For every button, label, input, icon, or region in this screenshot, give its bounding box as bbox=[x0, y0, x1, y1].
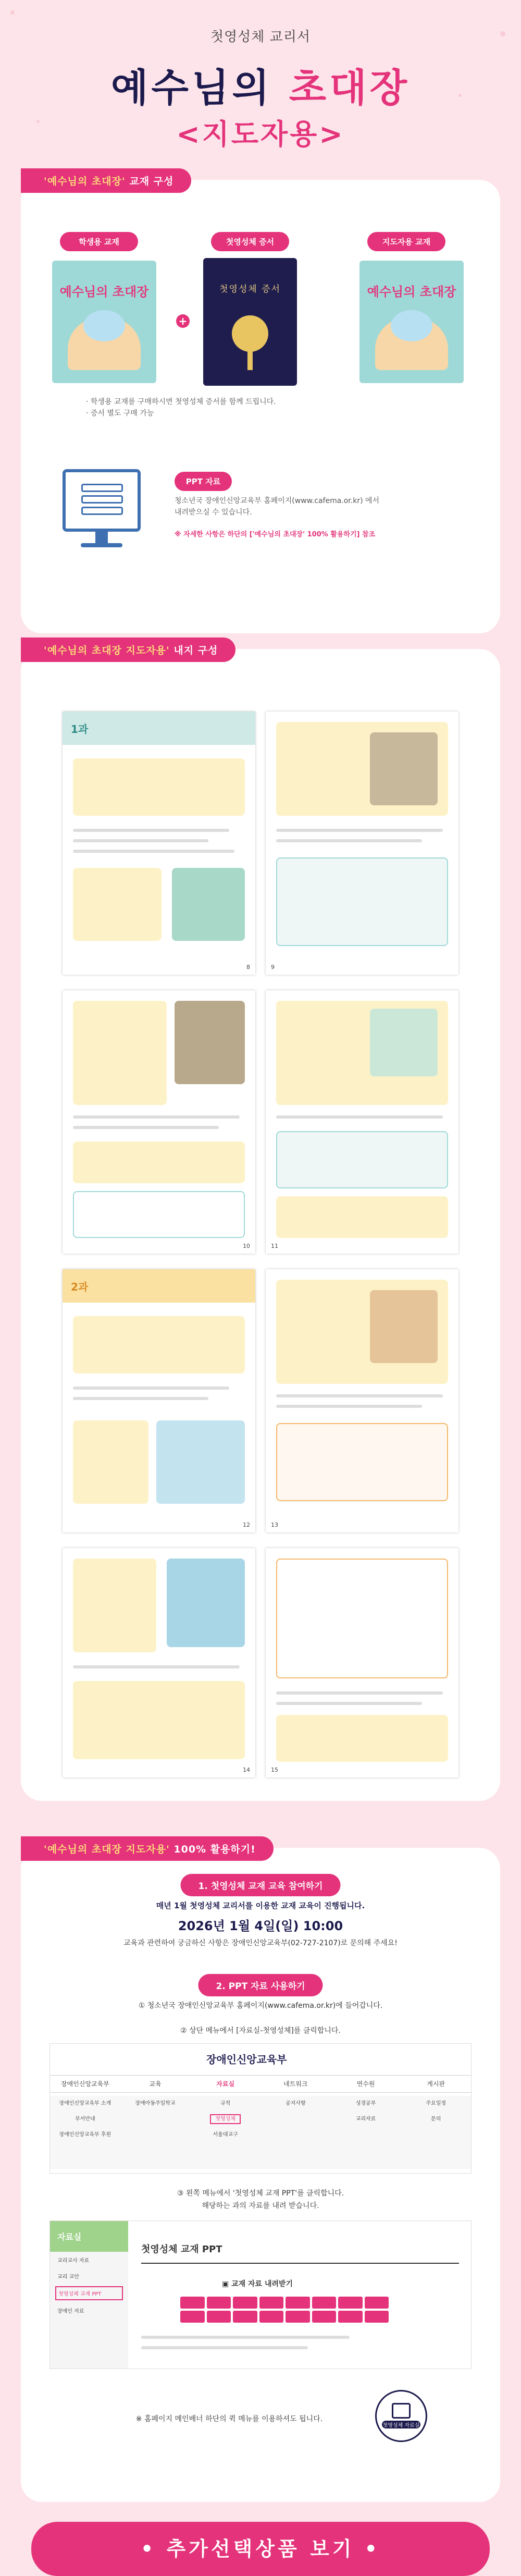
page-content-box bbox=[73, 1559, 156, 1652]
ppt-sidebar bbox=[50, 2221, 128, 2369]
page-spread-left bbox=[63, 1269, 255, 1532]
book-title: 예수님의 초대장 bbox=[59, 285, 149, 299]
page-illustration bbox=[167, 1559, 245, 1647]
text-line bbox=[276, 829, 443, 832]
page-number: 10 bbox=[243, 1243, 250, 1249]
menu-cell[interactable] bbox=[120, 2127, 191, 2143]
page-content-box bbox=[73, 1420, 148, 1504]
lesson-download-button[interactable] bbox=[286, 2297, 310, 2309]
cert-label: 첫영성체 증서 bbox=[211, 232, 289, 251]
lesson-download-button[interactable] bbox=[233, 2311, 257, 2323]
page-number: 15 bbox=[271, 1767, 278, 1773]
lesson-download-button[interactable] bbox=[259, 2297, 284, 2309]
step2-b: ② 상단 메뉴에서 [자료실-첫영성체]를 클릭합니다. bbox=[180, 2027, 341, 2035]
lesson-download-button[interactable] bbox=[180, 2311, 205, 2323]
ppt-label: PPT 자료 bbox=[175, 472, 232, 491]
cert-title: 첫영성체 증서 bbox=[219, 284, 281, 295]
lesson-title: 1과 bbox=[71, 723, 89, 735]
monitor-base-icon bbox=[81, 543, 122, 547]
menu-cell[interactable] bbox=[260, 2112, 331, 2127]
page-content-box bbox=[73, 868, 162, 941]
lesson-download-button[interactable] bbox=[207, 2297, 231, 2309]
menu-cell[interactable]: 장애인신앙교육부 후원 bbox=[59, 2132, 111, 2138]
text-line bbox=[73, 829, 229, 832]
certificate-cover bbox=[203, 258, 297, 386]
book-illustration-figure bbox=[83, 310, 125, 341]
title-main: 예수님의 bbox=[110, 66, 289, 111]
text-line bbox=[73, 1397, 208, 1400]
text-line bbox=[73, 1126, 219, 1129]
lesson-download-button[interactable] bbox=[338, 2311, 363, 2323]
step2-label: 2. PPT 자료 사용하기 bbox=[198, 1974, 322, 1996]
download-icon: ▣ bbox=[222, 2280, 232, 2288]
site-logo: 장애인신앙교육부 bbox=[206, 2053, 287, 2066]
ppt-lesson-buttons bbox=[180, 2297, 389, 2323]
page-spread-left bbox=[63, 1548, 255, 1777]
menu-cell[interactable]: 규칙 bbox=[220, 2101, 231, 2106]
page-spread-left bbox=[63, 712, 255, 975]
page-illustration bbox=[370, 732, 438, 805]
page-content-box bbox=[276, 1715, 448, 1762]
page-number: 14 bbox=[243, 1767, 250, 1773]
student-book-cover bbox=[52, 261, 156, 383]
page-number: 11 bbox=[271, 1243, 278, 1249]
section-interior bbox=[21, 645, 500, 1801]
lesson-download-button[interactable] bbox=[365, 2297, 389, 2309]
monitor-stand-icon bbox=[95, 532, 108, 543]
ppt-desc-line: 청소년국 장애인신앙교육부 홈페이지(www.cafema.or.kr) 에서 bbox=[175, 497, 380, 505]
lesson-download-button[interactable] bbox=[286, 2311, 310, 2323]
menu-header-row bbox=[50, 2075, 471, 2093]
page-content-box bbox=[276, 857, 448, 946]
ppt-sidebar-title: 자료실 bbox=[50, 2221, 128, 2252]
step1-date: 2026년 1월 4일(일) 10:00 bbox=[178, 1919, 343, 1933]
menu-cell[interactable]: 장애아동주일학교 bbox=[135, 2101, 176, 2106]
menu-cell[interactable]: 주요일정 bbox=[426, 2101, 446, 2106]
page-number: 12 bbox=[243, 1522, 250, 1528]
step2-c2: 해당하는 과의 자료를 내려 받습니다. bbox=[202, 2202, 319, 2210]
lesson-download-button[interactable] bbox=[180, 2297, 205, 2309]
lesson-download-button[interactable] bbox=[207, 2311, 231, 2323]
header-guide-label: <지도자용> bbox=[176, 118, 345, 151]
header-title bbox=[0, 57, 521, 113]
menu-cell[interactable] bbox=[401, 2127, 471, 2143]
lesson-download-button[interactable] bbox=[312, 2297, 337, 2309]
menu-col[interactable]: 장애인신앙교육부 bbox=[60, 2080, 109, 2088]
text-line bbox=[141, 2346, 308, 2349]
tab-text: 100% 활용하기! bbox=[169, 1844, 256, 1855]
ppt-warning: ※ 자세한 사항은 하단의 ['예수님의 초대장' 100% 활용하기] 참조 bbox=[175, 531, 376, 538]
menu-col[interactable]: 연수원 bbox=[356, 2080, 375, 2088]
tab-quote: '예수님의 초대장 지도자용' bbox=[44, 645, 170, 656]
lesson-title: 2과 bbox=[71, 1281, 89, 1293]
more-products-button[interactable]: • 추가선택상품 보기 • bbox=[31, 2522, 490, 2576]
website-menu-screenshot bbox=[49, 2043, 472, 2174]
page-content-box bbox=[73, 1681, 245, 1759]
section-tab bbox=[21, 637, 235, 662]
lesson-band bbox=[63, 1269, 255, 1303]
page-illustration bbox=[370, 1009, 438, 1076]
quick-menu-icon[interactable] bbox=[375, 2390, 427, 2442]
page-content-box bbox=[73, 1001, 167, 1105]
header-subtitle: 첫영성체 교리서 bbox=[210, 29, 311, 45]
page-content-box bbox=[276, 1131, 448, 1188]
menu-cell[interactable]: 공지사항 bbox=[286, 2101, 306, 2106]
text-line bbox=[73, 1665, 240, 1669]
chalice-stem-icon bbox=[247, 349, 253, 370]
title-highlight: 초대장 bbox=[289, 66, 411, 111]
menu-col[interactable]: 교육 bbox=[149, 2080, 162, 2088]
lesson-download-button[interactable] bbox=[365, 2311, 389, 2323]
page-spread-right bbox=[266, 1269, 458, 1532]
page-spread-right bbox=[266, 712, 458, 975]
page-header bbox=[0, 0, 521, 167]
section-tab bbox=[21, 1836, 274, 1861]
page-content-box bbox=[73, 1316, 245, 1373]
chalice-icon bbox=[232, 315, 268, 352]
ppt-download-label bbox=[222, 2278, 293, 2289]
step2-c1: ③ 왼쪽 메뉴에서 '첫영성체 교재 PPT'를 클릭합니다. bbox=[177, 2189, 344, 2198]
note-line: · 증서 별도 구매 가능 bbox=[86, 409, 154, 418]
ppt-page-screenshot bbox=[49, 2221, 472, 2369]
menu-cell[interactable] bbox=[120, 2112, 191, 2127]
ppt-download-text: 교재 자료 내려받기 bbox=[231, 2280, 293, 2288]
student-label: 학생용 교재 bbox=[60, 232, 138, 251]
menu-cell-highlight[interactable]: 첫영성체 bbox=[210, 2114, 241, 2124]
step1-line2: 교육과 관련하여 궁금하신 사항은 장애인신앙교육부(02-727-2107)로 문의해 주세요! bbox=[123, 1939, 398, 1947]
page-illustration bbox=[370, 1290, 438, 1363]
menu-cell[interactable] bbox=[260, 2127, 331, 2143]
ppt-sidebar-item[interactable]: 장애인 자료 bbox=[57, 2309, 84, 2314]
text-line bbox=[73, 850, 234, 853]
menu-col[interactable]: 자료실 bbox=[216, 2080, 235, 2088]
ppt-sidebar-item[interactable]: 교리 교안 bbox=[57, 2274, 79, 2280]
tab-quote: '예수님의 초대장 지도자용' bbox=[44, 1844, 170, 1855]
page-content-box bbox=[276, 1196, 448, 1238]
text-line bbox=[276, 1702, 422, 1705]
plus-icon: + bbox=[176, 314, 190, 328]
teacher-book-cover bbox=[359, 261, 464, 383]
menu-row bbox=[50, 2096, 471, 2112]
document-icon bbox=[392, 2403, 411, 2419]
ppt-desc-line: 내려받으실 수 있습니다. bbox=[175, 508, 252, 517]
page-spread-left bbox=[63, 990, 255, 1254]
book-stack-icon bbox=[81, 495, 123, 504]
tab-text: 내지 구성 bbox=[169, 645, 218, 656]
book-stack-icon bbox=[81, 507, 123, 515]
text-line bbox=[276, 1394, 443, 1397]
step2-d: ※ 홈페이지 메인배너 하단의 퀵 메뉴를 이용하셔도 됩니다. bbox=[135, 2415, 323, 2423]
lesson-download-button[interactable] bbox=[312, 2311, 337, 2323]
section-composition bbox=[21, 176, 500, 633]
page-illustration bbox=[156, 1420, 245, 1504]
page-illustration bbox=[175, 1001, 245, 1084]
menu-cell[interactable]: 교리자료 bbox=[355, 2116, 376, 2122]
ppt-page-title: 첫영성체 교재 PPT bbox=[141, 2244, 222, 2255]
page-spread-right bbox=[266, 1548, 458, 1777]
ppt-sidebar-item[interactable]: 교리교사 자료 bbox=[57, 2258, 90, 2264]
page-number: 8 bbox=[246, 964, 250, 971]
step2-a: ① 청소년국 장애인신앙교육부 홈페이지(www.cafema.or.kr)에 들어갑니다. bbox=[138, 2002, 383, 2010]
text-line bbox=[73, 839, 208, 842]
text-line bbox=[73, 1115, 240, 1119]
book-stack-icon bbox=[81, 484, 123, 492]
divider bbox=[141, 2263, 459, 2264]
ppt-sidebar-item-active[interactable]: 첫영성체 교재 PPT bbox=[55, 2286, 123, 2300]
text-line bbox=[276, 1115, 443, 1119]
menu-cell[interactable]: 성경공부 bbox=[355, 2101, 376, 2106]
text-line bbox=[276, 1405, 422, 1408]
tab-quote: '예수님의 초대장' bbox=[44, 176, 126, 187]
teacher-label: 지도자용 교재 bbox=[367, 232, 445, 251]
menu-dropdown bbox=[50, 2096, 471, 2169]
menu-cell[interactable]: 문의 bbox=[431, 2116, 441, 2122]
lesson-band bbox=[63, 712, 255, 745]
quick-menu-label: 첫영성체 자료실 bbox=[382, 2421, 420, 2428]
note-line: · 학생용 교재를 구매하시면 첫영성체 증서를 함께 드립니다. bbox=[86, 398, 276, 406]
page-spread-right bbox=[266, 990, 458, 1254]
ppt-description bbox=[175, 495, 379, 518]
book-title: 예수님의 초대장 bbox=[367, 285, 456, 299]
text-line bbox=[276, 1691, 443, 1695]
lesson-download-button[interactable] bbox=[259, 2311, 284, 2323]
menu-cell[interactable] bbox=[331, 2127, 401, 2143]
text-line bbox=[73, 1387, 229, 1390]
menu-row bbox=[50, 2127, 471, 2143]
page-illustration bbox=[172, 868, 245, 941]
page-content-box bbox=[73, 758, 245, 816]
page-content-box bbox=[276, 1423, 448, 1501]
menu-cell[interactable]: 장애인신앙교육부 소개 bbox=[59, 2101, 111, 2106]
menu-row bbox=[50, 2112, 471, 2127]
step1-line1: 매년 1월 첫영성체 교리서를 이용한 교재 교육이 진행됩니다. bbox=[156, 1901, 365, 1910]
lesson-download-button[interactable] bbox=[233, 2297, 257, 2309]
step1-label: 1. 첫영성체 교재 교육 참여하기 bbox=[180, 1874, 340, 1896]
menu-cell[interactable]: 서울대교구 bbox=[213, 2132, 238, 2138]
text-line bbox=[276, 839, 422, 842]
section-tab bbox=[21, 168, 191, 193]
menu-col[interactable]: 네트워크 bbox=[283, 2080, 308, 2088]
page-content-box bbox=[276, 1559, 448, 1678]
section-usage bbox=[21, 1844, 500, 2502]
page-content-box bbox=[73, 1191, 245, 1238]
notes bbox=[86, 396, 276, 419]
page-number: 13 bbox=[271, 1522, 278, 1528]
page-number: 9 bbox=[271, 964, 275, 971]
tab-text: 교재 구성 bbox=[125, 176, 174, 187]
menu-cell[interactable]: 부서안내 bbox=[75, 2116, 95, 2122]
monitor-icon bbox=[63, 469, 141, 532]
menu-col[interactable]: 게시판 bbox=[427, 2080, 445, 2088]
text-line bbox=[141, 2336, 350, 2339]
book-illustration-figure bbox=[391, 310, 432, 341]
page-content-box bbox=[73, 1142, 245, 1183]
lesson-download-button[interactable] bbox=[338, 2297, 363, 2309]
